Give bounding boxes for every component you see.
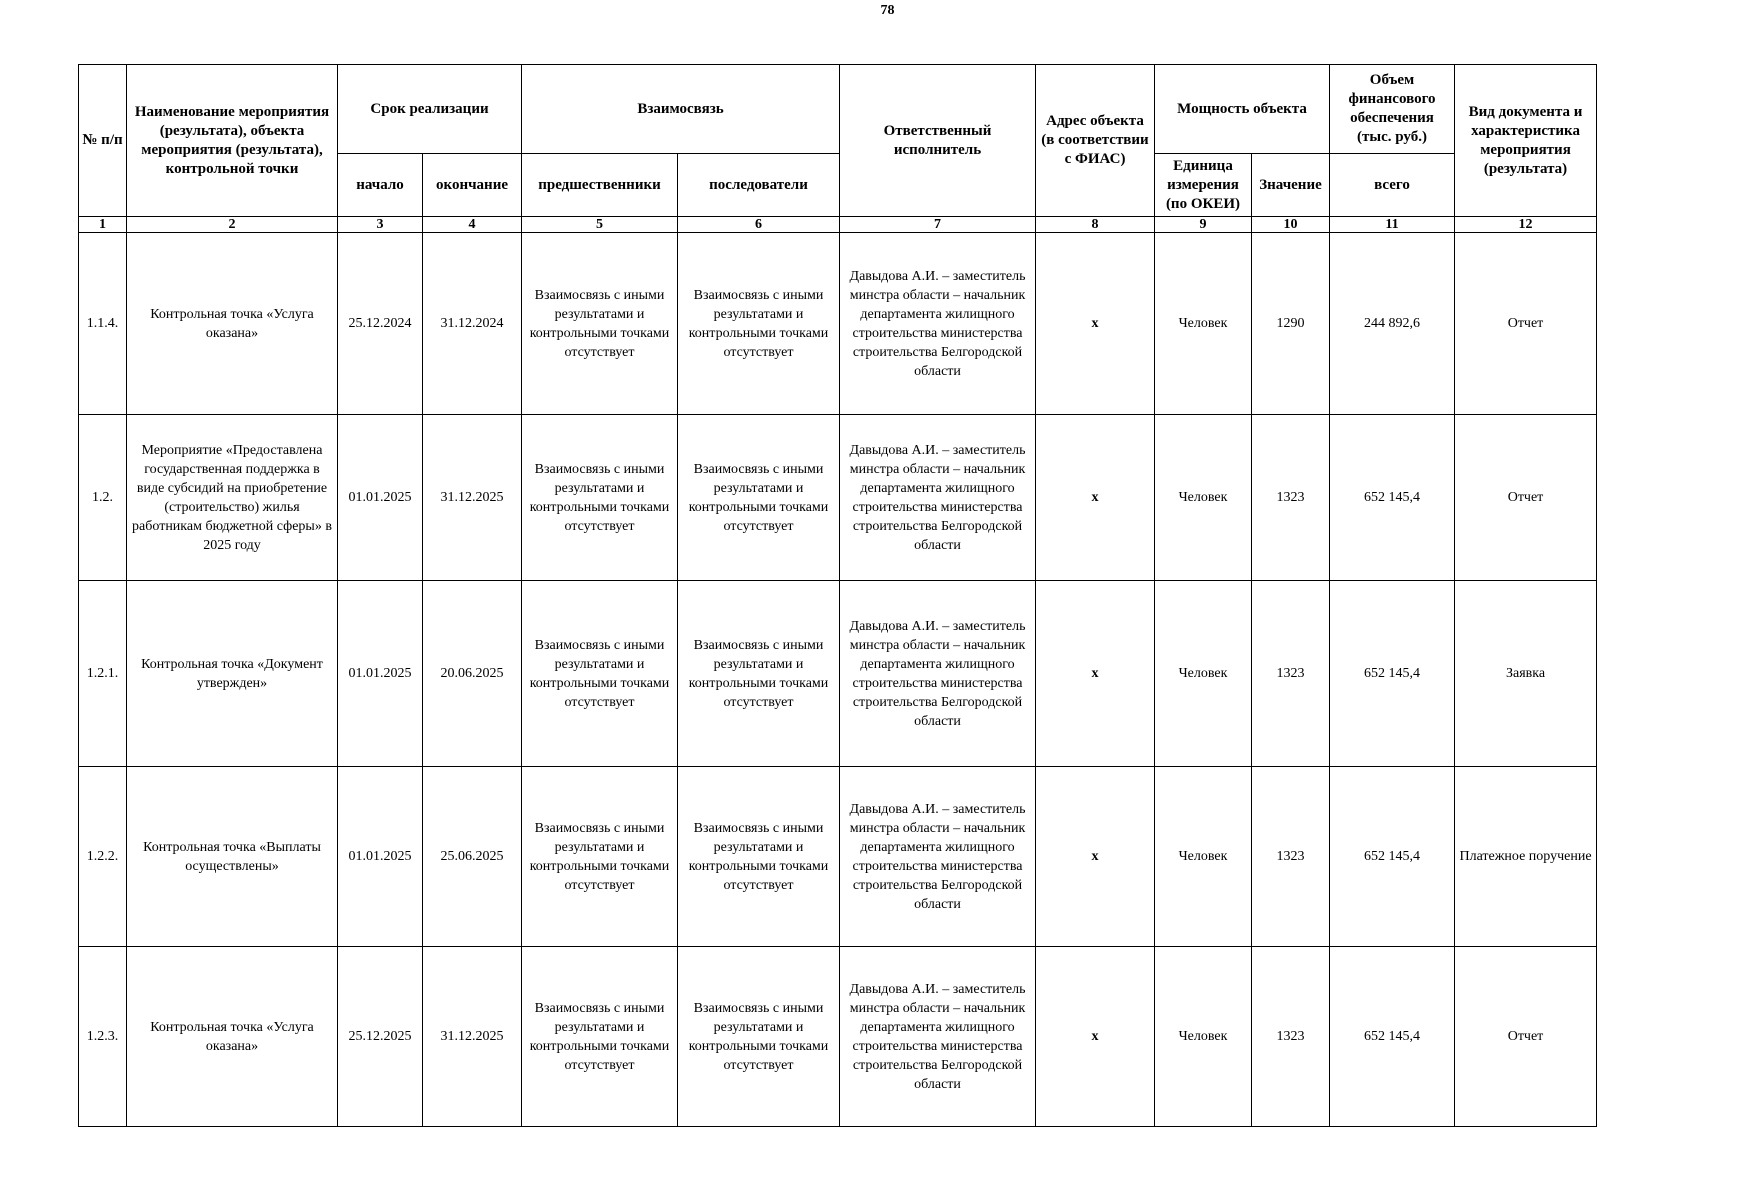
row-successors: Взаимосвязь с иными результатами и контрольными точками отсутствует [678,581,840,767]
row-address: х [1036,233,1155,415]
column-number: 9 [1155,217,1252,233]
header-row-top [79,65,1597,154]
row-total: 652 145,4 [1330,581,1455,767]
header-num: № п/п [79,65,127,217]
row-number: 1.1.4. [79,233,127,415]
table-row [79,233,1597,415]
row-predecessors: Взаимосвязь с иными результатами и контрольными точками отсутствует [522,947,678,1127]
row-total: 244 892,6 [1330,233,1455,415]
row-start-date: 25.12.2025 [338,947,423,1127]
row-end-date: 31.12.2024 [423,233,522,415]
header-predecessors: предшественники [522,154,678,217]
header-relation: Взаимосвязь [522,65,840,154]
row-responsible: Давыдова А.И. – заместитель минстра области – начальник департамента жилищного строительства министерства строительства Белгородской области [840,767,1036,947]
header-doc-type: Вид документа и характеристика мероприятия (результата) [1455,65,1597,217]
column-number: 6 [678,217,840,233]
header-address: Адрес объекта (в соответствии с ФИАС) [1036,65,1155,217]
table-row [79,415,1597,581]
header-unit: Единица измерения (по ОКЕИ) [1155,154,1252,217]
header-total: всего [1330,154,1455,217]
column-number: 4 [423,217,522,233]
row-address: х [1036,415,1155,581]
header-capacity: Мощность объекта [1155,65,1330,154]
row-end-date: 25.06.2025 [423,767,522,947]
row-successors: Взаимосвязь с иными результатами и контрольными точками отсутствует [678,233,840,415]
row-name: Контрольная точка «Документ утвержден» [127,581,338,767]
column-number-row [79,217,1597,233]
column-number: 11 [1330,217,1455,233]
row-value: 1323 [1252,415,1330,581]
row-unit: Человек [1155,415,1252,581]
row-start-date: 25.12.2024 [338,233,423,415]
page-number: 78 [880,3,895,18]
row-end-date: 20.06.2025 [423,581,522,767]
row-predecessors: Взаимосвязь с иными результатами и контрольными точками отсутствует [522,233,678,415]
column-number: 8 [1036,217,1155,233]
column-number: 3 [338,217,423,233]
row-unit: Человек [1155,581,1252,767]
row-unit: Человек [1155,233,1252,415]
table-row [79,767,1597,947]
row-number: 1.2.3. [79,947,127,1127]
row-successors: Взаимосвязь с иными результатами и контрольными точками отсутствует [678,415,840,581]
row-end-date: 31.12.2025 [423,947,522,1127]
row-value: 1290 [1252,233,1330,415]
column-number: 1 [79,217,127,233]
header-name: Наименование мероприятия (результата), объекта мероприятия (результата), контрольной точки [127,65,338,217]
header-responsible: Ответственный исполнитель [840,65,1036,217]
row-number: 1.2. [79,415,127,581]
table-row [79,581,1597,767]
column-number: 10 [1252,217,1330,233]
row-start-date: 01.01.2025 [338,581,423,767]
row-predecessors: Взаимосвязь с иными результатами и контрольными точками отсутствует [522,581,678,767]
header-period: Срок реализации [338,65,522,154]
row-successors: Взаимосвязь с иными результатами и контрольными точками отсутствует [678,947,840,1127]
row-name: Контрольная точка «Услуга оказана» [127,947,338,1127]
column-number: 12 [1455,217,1597,233]
row-predecessors: Взаимосвязь с иными результатами и контрольными точками отсутствует [522,415,678,581]
row-value: 1323 [1252,581,1330,767]
column-number: 2 [127,217,338,233]
row-end-date: 31.12.2025 [423,415,522,581]
row-name: Мероприятие «Предоставлена государственная поддержка в виде субсидий на приобретение (строительство) жилья работникам бюджетной сферы» в 2025 году [127,415,338,581]
row-responsible: Давыдова А.И. – заместитель минстра области – начальник департамента жилищного строительства министерства строительства Белгородской области [840,947,1036,1127]
header-start: начало [338,154,423,217]
column-number: 7 [840,217,1036,233]
row-doc-type: Отчет [1455,947,1597,1127]
row-total: 652 145,4 [1330,947,1455,1127]
header-end: окончание [423,154,522,217]
row-doc-type: Отчет [1455,233,1597,415]
row-unit: Человек [1155,767,1252,947]
row-name: Контрольная точка «Выплаты осуществлены» [127,767,338,947]
row-doc-type: Отчет [1455,415,1597,581]
row-value: 1323 [1252,767,1330,947]
row-start-date: 01.01.2025 [338,415,423,581]
table-row [79,947,1597,1127]
row-address: х [1036,581,1155,767]
row-successors: Взаимосвязь с иными результатами и контрольными точками отсутствует [678,767,840,947]
row-doc-type: Платежное поручение [1455,767,1597,947]
header-finance: Объем финансового обеспечения (тыс. руб.) [1330,65,1455,154]
row-address: х [1036,947,1155,1127]
row-responsible: Давыдова А.И. – заместитель минстра области – начальник департамента жилищного строительства министерства строительства Белгородской области [840,415,1036,581]
row-address: х [1036,767,1155,947]
row-responsible: Давыдова А.И. – заместитель минстра области – начальник департамента жилищного строительства министерства строительства Белгородской области [840,581,1036,767]
header-successors: последователи [678,154,840,217]
row-number: 1.2.2. [79,767,127,947]
row-unit: Человек [1155,947,1252,1127]
row-predecessors: Взаимосвязь с иными результатами и контрольными точками отсутствует [522,767,678,947]
row-value: 1323 [1252,947,1330,1127]
row-total: 652 145,4 [1330,415,1455,581]
header-value: Значение [1252,154,1330,217]
row-total: 652 145,4 [1330,767,1455,947]
row-number: 1.2.1. [79,581,127,767]
row-responsible: Давыдова А.И. – заместитель минстра области – начальник департамента жилищного строительства министерства строительства Белгородской области [840,233,1036,415]
row-doc-type: Заявка [1455,581,1597,767]
plan-table [78,64,1597,1127]
column-number: 5 [522,217,678,233]
row-start-date: 01.01.2025 [338,767,423,947]
row-name: Контрольная точка «Услуга оказана» [127,233,338,415]
